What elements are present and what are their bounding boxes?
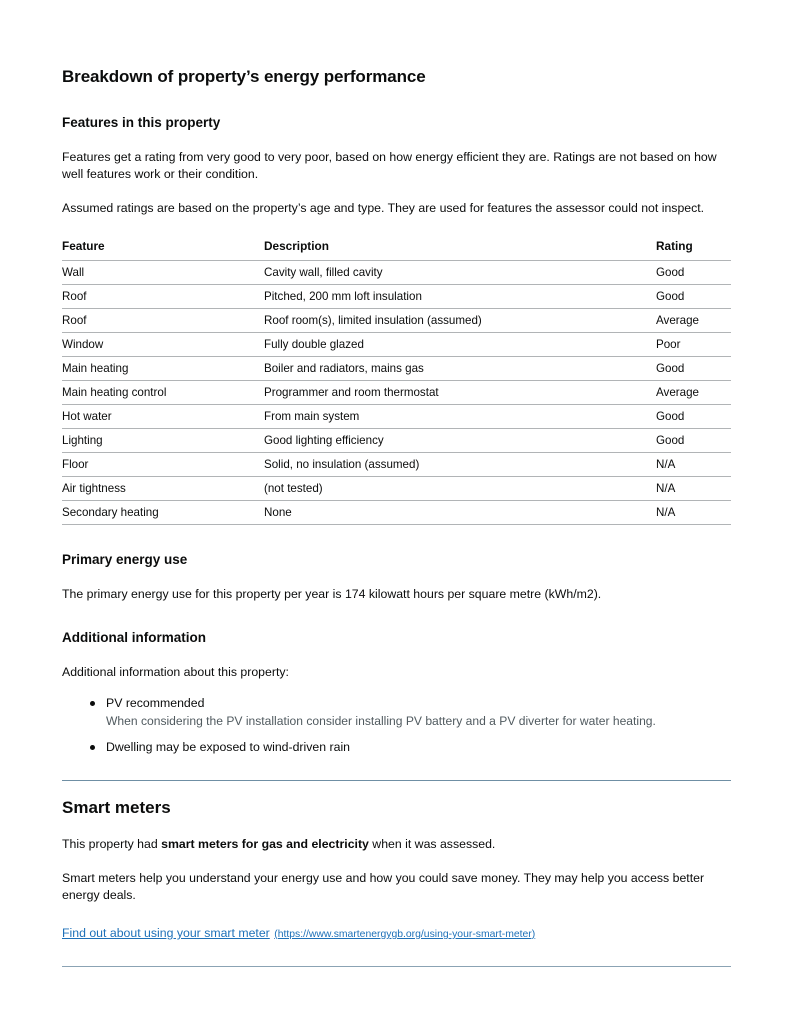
cell-rating: Good bbox=[656, 429, 731, 453]
cell-rating: Average bbox=[656, 309, 731, 333]
cell-feature: Main heating control bbox=[62, 381, 264, 405]
cell-description: Pitched, 200 mm loft insulation bbox=[264, 285, 656, 309]
list-item-title: Dwelling may be exposed to wind-driven rain bbox=[106, 740, 351, 754]
cell-feature: Air tightness bbox=[62, 477, 264, 501]
table-row bbox=[62, 381, 731, 405]
additional-information-list bbox=[62, 695, 731, 756]
cell-description: (not tested) bbox=[264, 477, 656, 501]
table-header-row bbox=[62, 239, 731, 261]
smart-meters-text-before: This property had bbox=[62, 837, 162, 851]
cell-feature: Roof bbox=[62, 285, 264, 309]
cell-feature: Floor bbox=[62, 453, 264, 477]
cell-rating: N/A bbox=[656, 501, 731, 525]
column-header-rating: Rating bbox=[656, 239, 731, 261]
smart-meters-paragraph-2: Smart meters help you understand your energy use and how you could save money. They may help you access better energy deals. bbox=[62, 871, 705, 902]
table-row bbox=[62, 285, 731, 309]
table-row bbox=[62, 429, 731, 453]
features-table bbox=[62, 239, 731, 525]
table-row bbox=[62, 453, 731, 477]
cell-feature: Hot water bbox=[62, 405, 264, 429]
cell-rating: N/A bbox=[656, 477, 731, 501]
cell-rating: Good bbox=[656, 261, 731, 285]
smart-meters-text-bold: smart meters for gas and electricity bbox=[161, 837, 369, 851]
cell-rating: Good bbox=[656, 285, 731, 309]
cell-feature: Window bbox=[62, 333, 264, 357]
column-header-feature: Feature bbox=[62, 239, 264, 261]
cell-description: Solid, no insulation (assumed) bbox=[264, 453, 656, 477]
features-intro-paragraph-2: Assumed ratings are based on the property’s age and type. They are used for features the assessor could not inspect. bbox=[62, 201, 705, 215]
cell-description: From main system bbox=[264, 405, 656, 429]
list-item-title: PV recommended bbox=[106, 696, 205, 710]
cell-feature: Main heating bbox=[62, 357, 264, 381]
additional-information-heading: Additional information bbox=[62, 630, 206, 645]
cell-rating: Good bbox=[656, 405, 731, 429]
cell-description: Good lighting efficiency bbox=[264, 429, 656, 453]
section-divider-bottom bbox=[62, 966, 731, 967]
cell-description: None bbox=[264, 501, 656, 525]
smart-meter-link-row bbox=[62, 924, 731, 942]
features-intro-paragraph-1: Features get a rating from very good to very poor, based on how energy efficient they are. Ratings are not based on how well features work or their condition. bbox=[62, 150, 717, 181]
list-item bbox=[106, 739, 731, 756]
smart-meters-heading: Smart meters bbox=[62, 798, 171, 817]
page-title: Breakdown of property’s energy performance bbox=[62, 67, 426, 86]
cell-rating: Average bbox=[656, 381, 731, 405]
smart-meters-text-after: when it was assessed. bbox=[368, 837, 496, 851]
table-row bbox=[62, 477, 731, 501]
cell-description: Programmer and room thermostat bbox=[264, 381, 656, 405]
features-table-wrapper bbox=[62, 239, 731, 525]
column-header-description: Description bbox=[264, 239, 656, 261]
primary-energy-heading: Primary energy use bbox=[62, 552, 188, 567]
additional-information-intro: Additional information about this property: bbox=[62, 665, 289, 679]
table-row bbox=[62, 405, 731, 429]
smart-meter-link[interactable]: Find out about using your smart meter bbox=[62, 926, 270, 940]
cell-rating: Good bbox=[656, 357, 731, 381]
list-item-note: When considering the PV installation consider installing PV battery and a PV diverter for water heating. bbox=[106, 714, 656, 728]
cell-feature: Roof bbox=[62, 309, 264, 333]
cell-description: Boiler and radiators, mains gas bbox=[264, 357, 656, 381]
primary-energy-text: The primary energy use for this property per year is 174 kilowatt hours per square metre (kWh/m2). bbox=[62, 587, 602, 601]
table-row bbox=[62, 261, 731, 285]
smart-meter-link-url: (https://www.smartenergygb.org/using-your-smart-meter) bbox=[274, 929, 536, 940]
table-row bbox=[62, 501, 731, 525]
section-divider-top bbox=[62, 780, 731, 781]
table-row bbox=[62, 309, 731, 333]
features-section-heading: Features in this property bbox=[62, 115, 221, 130]
cell-feature: Secondary heating bbox=[62, 501, 264, 525]
cell-description: Cavity wall, filled cavity bbox=[264, 261, 656, 285]
cell-rating: N/A bbox=[656, 453, 731, 477]
table-row bbox=[62, 333, 731, 357]
cell-description: Roof room(s), limited insulation (assumed) bbox=[264, 309, 656, 333]
cell-feature: Wall bbox=[62, 261, 264, 285]
list-item bbox=[106, 695, 731, 730]
table-row bbox=[62, 357, 731, 381]
smart-meters-paragraph-1 bbox=[62, 836, 727, 853]
cell-feature: Lighting bbox=[62, 429, 264, 453]
cell-rating: Poor bbox=[656, 333, 731, 357]
cell-description: Fully double glazed bbox=[264, 333, 656, 357]
